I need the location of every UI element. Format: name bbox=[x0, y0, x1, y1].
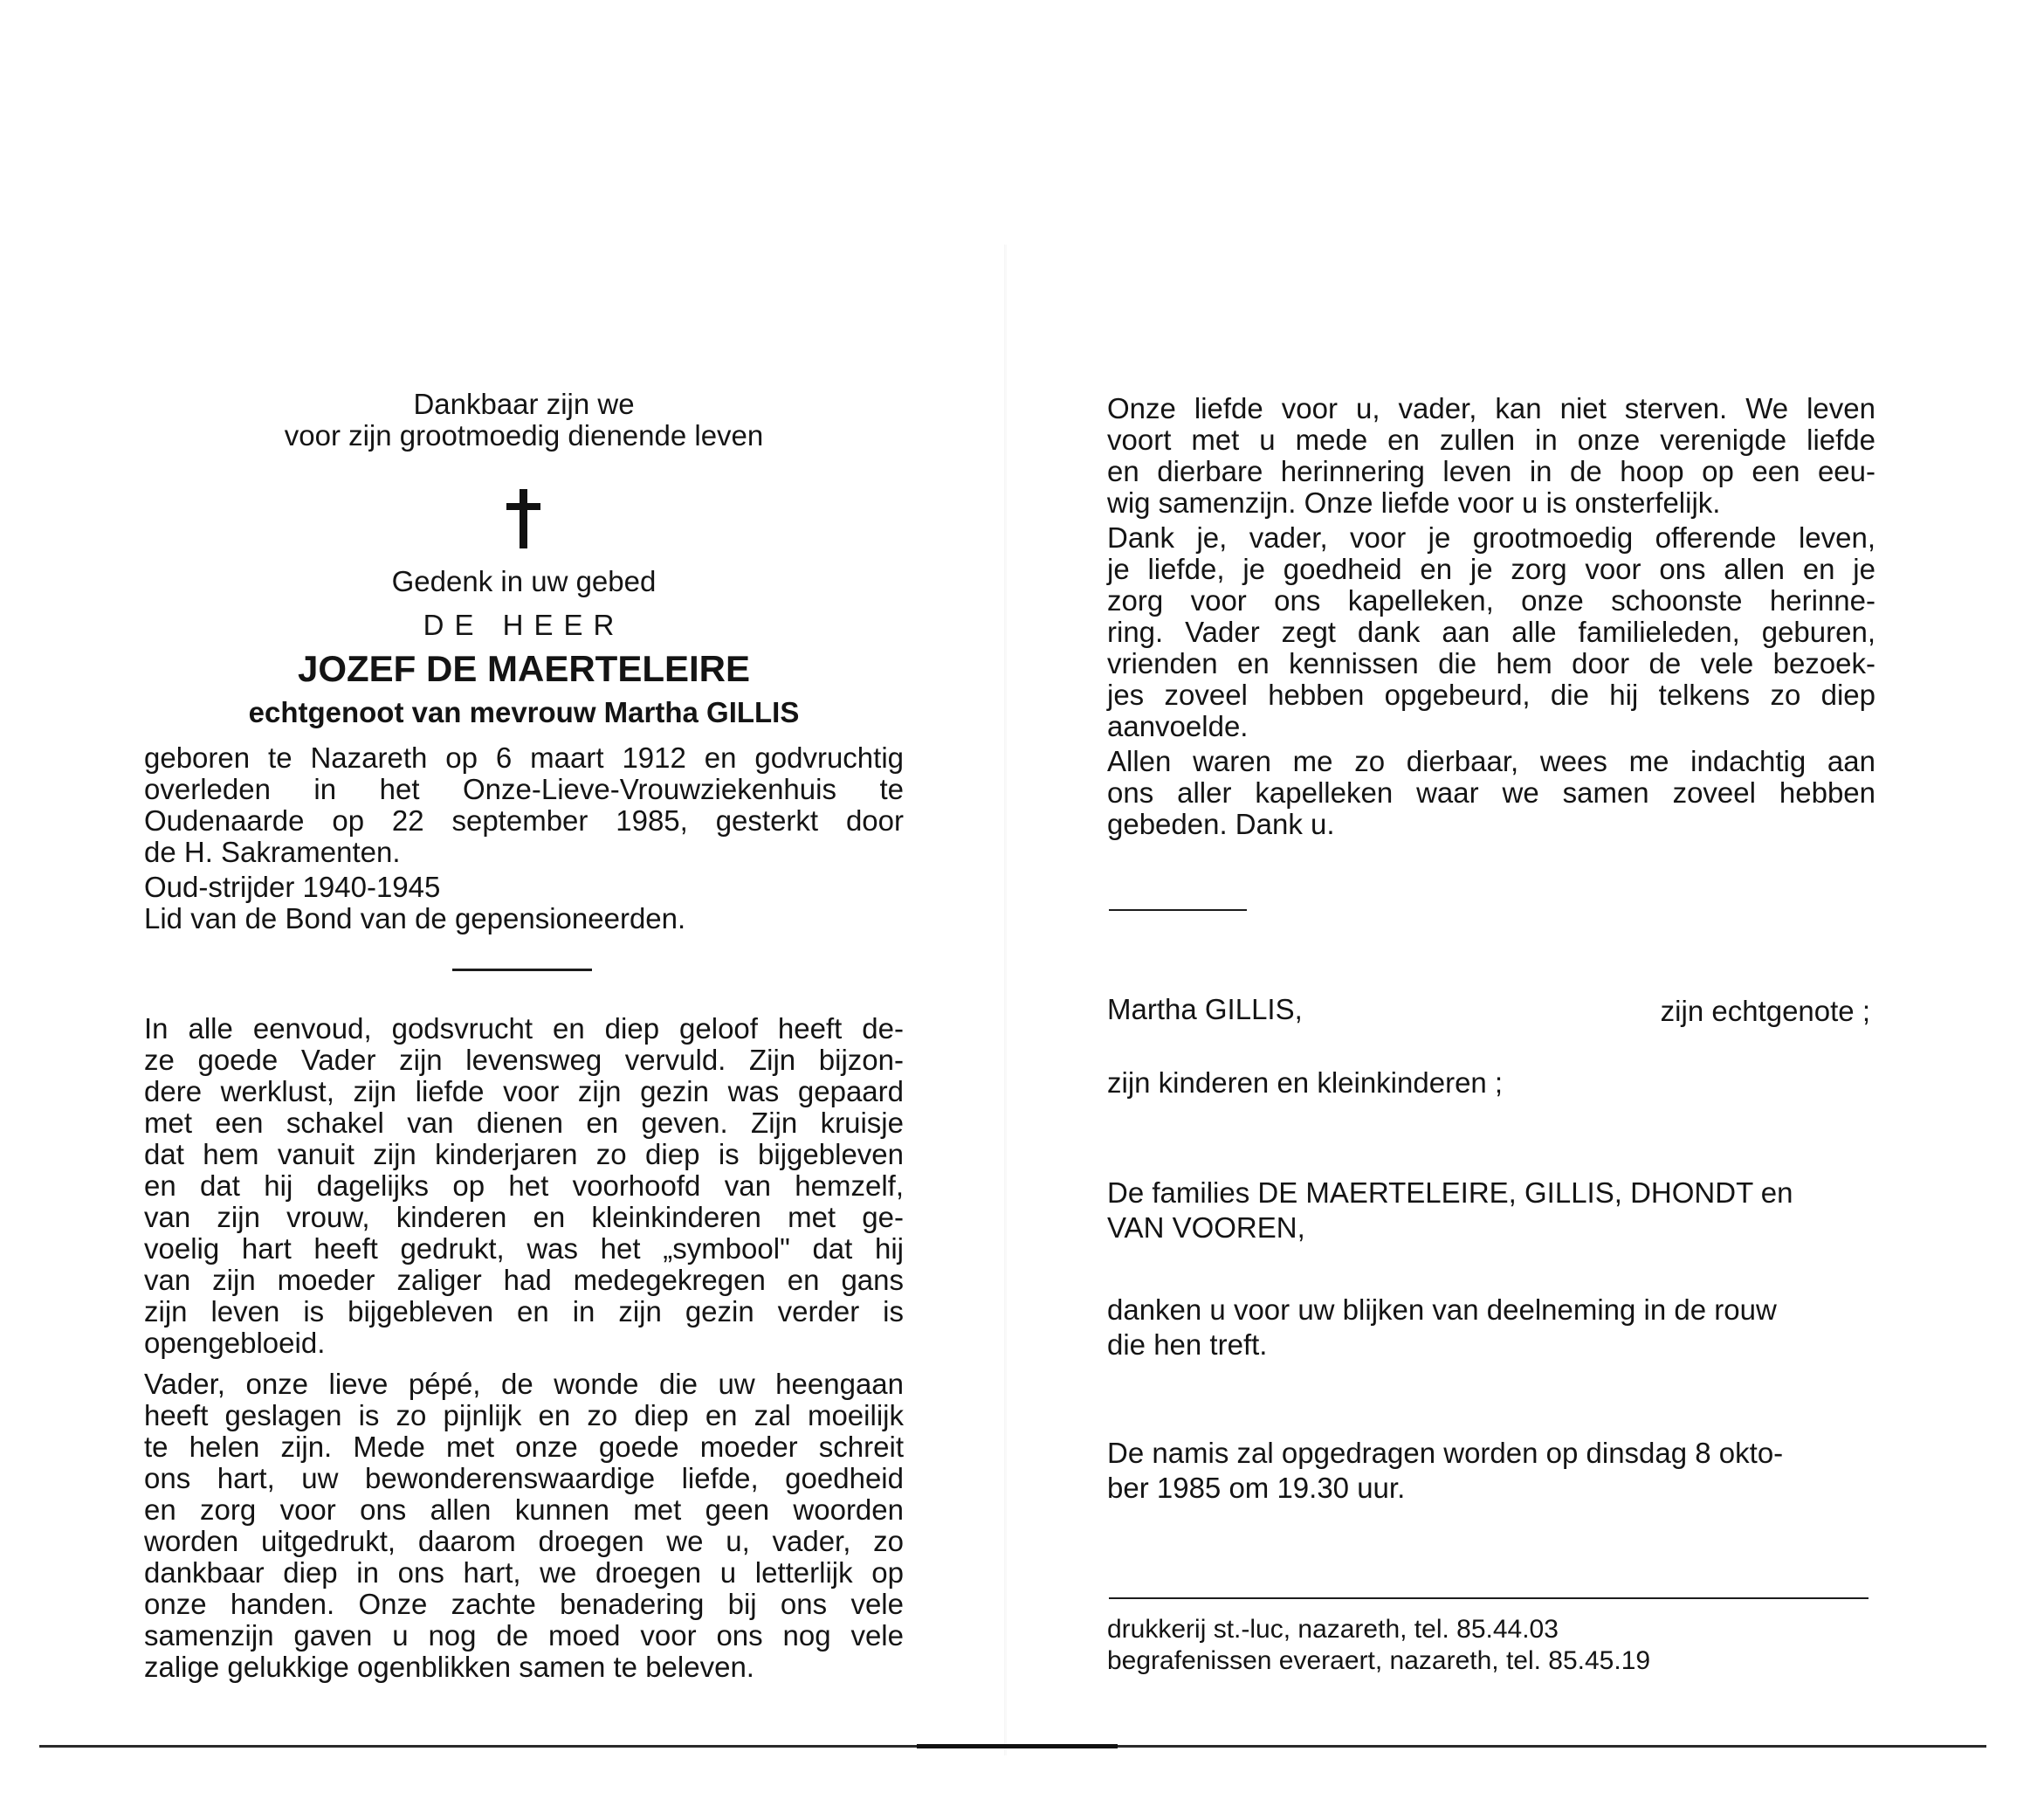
children-line: zijn kinderen en kleinkinderen ; bbox=[1107, 1066, 1504, 1099]
bio-line: de H. Sakramenten. bbox=[144, 836, 401, 868]
text-line: danken u voor uw blijken van deelneming in de rouw bbox=[1107, 1293, 1777, 1326]
right-paragraph-2 bbox=[1107, 522, 1875, 742]
text-line: ber 1985 om 19.30 uur. bbox=[1107, 1472, 1406, 1504]
intro-line: Dankbaar zijn we bbox=[413, 388, 635, 420]
tribute-paragraph-2 bbox=[144, 1369, 904, 1683]
text-line: Dank je, vader, voor je grootmoedig offerende leven, bbox=[1107, 521, 1875, 554]
widow-role: zijn echtgenote ; bbox=[1660, 995, 1870, 1027]
card-bottom-edge-shadow bbox=[917, 1744, 1118, 1748]
right-paragraph-1 bbox=[1107, 393, 1875, 519]
text-line: opengebloeid. bbox=[144, 1327, 326, 1359]
text-line: onze handen. Onze zachte benadering bij ons vele bbox=[144, 1588, 904, 1620]
text-line: dat hem vanuit zijn kinderjaren zo diep is bijgebleven bbox=[144, 1138, 904, 1170]
thanks-text bbox=[1107, 1293, 1777, 1362]
text-line: zijn leven is bijgebleven en in zijn gezin verder is bbox=[144, 1295, 904, 1328]
text-line: en zorg voor ons allen kunnen met geen woorden bbox=[144, 1493, 904, 1526]
widow-name: Martha GILLIS, bbox=[1107, 993, 1303, 1025]
spouse-line: echtgenoot van mevrouw Martha GILLIS bbox=[248, 696, 800, 728]
text-line: ons aller kapelleken waar we samen zoveel hebben bbox=[1107, 776, 1875, 809]
text-line: Allen waren me zo dierbaar, wees me indachtig aan bbox=[1107, 745, 1875, 777]
intro-text bbox=[153, 389, 895, 452]
deceased-name: JOZEF DE MAERTELEIRE bbox=[297, 648, 751, 689]
card-fold bbox=[1004, 245, 1007, 1755]
text-line: die hen treft. bbox=[1107, 1328, 1268, 1361]
printer-line: begrafenissen everaert, nazareth, tel. 85.45.19 bbox=[1107, 1646, 1651, 1675]
bio-line: Oudenaarde op 22 september 1985, gesterkt door bbox=[144, 804, 904, 837]
bio-line: geboren te Nazareth op 6 maart 1912 en godvruchtig bbox=[144, 741, 904, 774]
text-line: heeft geslagen is zo pijnlijk en zo diep en zal moeilijk bbox=[144, 1399, 904, 1431]
printer-divider bbox=[1109, 1597, 1869, 1599]
printer-info bbox=[1107, 1614, 1650, 1677]
text-line: De families DE MAERTELEIRE, GILLIS, DHONDT en bbox=[1107, 1176, 1793, 1209]
text-line: te helen zijn. Mede met onze goede moeder schreit bbox=[144, 1431, 904, 1463]
text-line: je liefde, je goedheid en je zorg voor ons allen en je bbox=[1107, 553, 1875, 585]
text-line: De namis zal opgedragen worden op dinsdag 8 okto- bbox=[1107, 1437, 1784, 1469]
text-line: en dierbare herinnering leven in de hoop op een eeu- bbox=[1107, 455, 1875, 487]
text-line: Onze liefde voor u, vader, kan niet sterven. We leven bbox=[1107, 392, 1875, 424]
divider bbox=[1109, 909, 1247, 911]
gedenk-text: Gedenk in uw gebed bbox=[391, 565, 657, 597]
text-line: wig samenzijn. Onze liefde voor u is onsterfelijk. bbox=[1107, 486, 1721, 519]
role-line: Lid van de Bond van de gepensioneerden. bbox=[144, 902, 686, 934]
text-line: en dat hij dagelijks op het voorhoofd van hemzelf, bbox=[144, 1169, 904, 1202]
roles bbox=[144, 872, 904, 934]
text-line: VAN VOOREN, bbox=[1107, 1211, 1305, 1244]
text-line: voort met u mede en zullen in onze verenigde liefde bbox=[1107, 424, 1875, 456]
text-line: dankbaar diep in ons hart, we droegen u letterlijk op bbox=[144, 1556, 904, 1589]
text-line: met een schakel van dienen en geven. Zijn kruisje bbox=[144, 1107, 904, 1139]
text-line: samenzijn gaven u nog de moed voor ons nog vele bbox=[144, 1619, 904, 1652]
text-line: zalige gelukkige ogenblikken samen te beleven. bbox=[144, 1651, 754, 1683]
text-line: Vader, onze lieve pépé, de wonde die uw heengaan bbox=[144, 1368, 904, 1400]
bio-line: overleden in het Onze-Lieve-Vrouwziekenhuis te bbox=[144, 773, 904, 805]
biography bbox=[144, 742, 904, 868]
families-text bbox=[1107, 1176, 1793, 1245]
cross-icon bbox=[502, 489, 546, 550]
text-line: In alle eenvoud, godsvrucht en diep geloof heeft de- bbox=[144, 1012, 904, 1045]
text-line: van zijn moeder zaliger had medegekregen en gans bbox=[144, 1264, 904, 1296]
printer-line: drukkerij st.-luc, nazareth, tel. 85.44.03 bbox=[1107, 1615, 1559, 1644]
text-line: worden uitgedrukt, daarom droegen we u, vader, zo bbox=[144, 1525, 904, 1557]
text-line: ons hart, uw bewonderenswaardige liefde, goedheid bbox=[144, 1462, 904, 1494]
mass-announcement bbox=[1107, 1436, 1783, 1506]
intro-line: voor zijn grootmoedig dienende leven bbox=[284, 419, 764, 452]
role-line: Oud-strijder 1940-1945 bbox=[144, 871, 441, 903]
text-line: ze goede Vader zijn levensweg vervuld. Zijn bijzon- bbox=[144, 1044, 904, 1076]
text-line: aanvoelde. bbox=[1107, 710, 1249, 742]
text-line: gebeden. Dank u. bbox=[1107, 808, 1335, 840]
text-line: van zijn vrouw, kinderen en kleinkinderen met ge- bbox=[144, 1201, 904, 1233]
text-line: zorg voor ons kapelleken, onze schoonste herinne- bbox=[1107, 584, 1875, 617]
text-line: voelig hart heeft gedrukt, was het „symbool" dat hij bbox=[144, 1232, 904, 1265]
tribute-paragraph-1 bbox=[144, 1013, 904, 1359]
text-line: dere werklust, zijn liefde voor zijn gezin was gepaard bbox=[144, 1075, 904, 1107]
title-de-heer: DE HEER bbox=[423, 609, 625, 641]
divider bbox=[452, 969, 592, 971]
text-line: vrienden en kennissen die hem door de vele bezoek- bbox=[1107, 647, 1875, 679]
text-line: jes zoveel hebben opgebeurd, die hij telkens zo diep bbox=[1107, 679, 1875, 711]
right-paragraph-3 bbox=[1107, 746, 1875, 840]
text-line: ring. Vader zegt dank aan alle familieleden, geburen, bbox=[1107, 616, 1875, 648]
